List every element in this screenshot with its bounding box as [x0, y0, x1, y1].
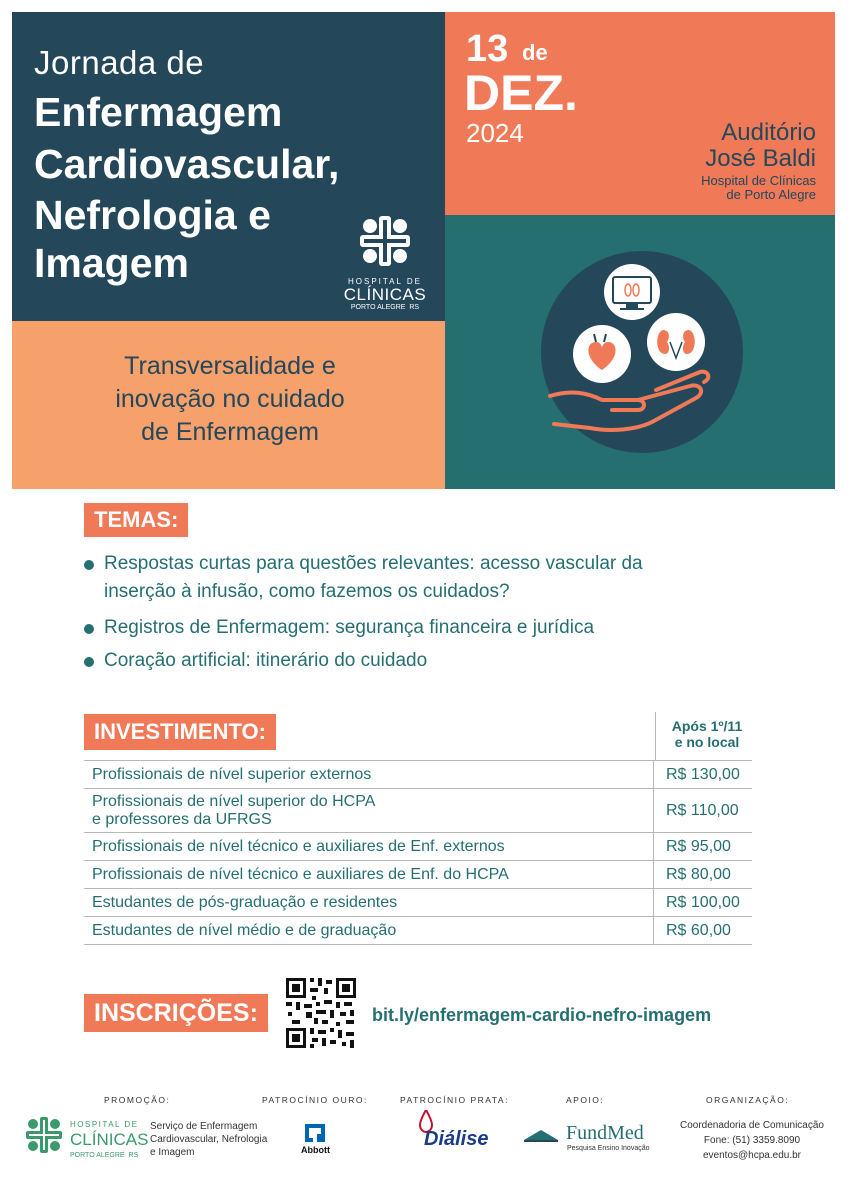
abbott-name: Abbott	[301, 1145, 330, 1155]
footer-logo-clinicas: CLÍNICAS	[70, 1130, 149, 1149]
price-cell: R$ 130,00	[654, 761, 753, 789]
price-header-line-1: Após 1º/11	[671, 718, 743, 734]
footer-hospital-logo	[70, 1118, 148, 1162]
subtitle-line-2: inovação no cuidado	[115, 385, 345, 413]
registration-link[interactable]: bit.ly/enfermagem-cardio-nefro-imagem	[372, 1005, 712, 1025]
category-cell	[84, 789, 654, 833]
organizacao-label: ORGANIZAÇÃO:	[706, 1095, 790, 1105]
promoting-service	[150, 1120, 267, 1159]
event-month: DEZ.	[464, 65, 578, 121]
logo-rs: RS	[409, 304, 420, 311]
organizer-contact	[668, 1118, 836, 1163]
price-column-header	[662, 718, 752, 750]
organizer-phone: Fone: (51) 3359.8090	[703, 1135, 801, 1146]
table-bottom-rule	[84, 944, 752, 945]
venue-detail	[701, 174, 816, 202]
title-line-3: Cardiovascular,	[34, 141, 340, 187]
category-cell: Profissionais de nível superior externos	[84, 761, 654, 789]
subtitle-line-1: Transversalidade e	[124, 352, 336, 380]
footer-logo-porto-alegre: PORTO ALEGRE	[70, 1152, 125, 1159]
bullet-dot-icon	[84, 657, 94, 667]
table-row	[84, 789, 752, 833]
tema-1-line-1: Respostas curtas para questões relevantes: acesso vascular da	[104, 553, 643, 574]
price-cell: R$ 80,00	[654, 861, 753, 889]
category-cell: Estudantes de nível médio e de graduação	[84, 917, 654, 945]
bullet-dot-icon	[84, 624, 94, 634]
category-line-2: e professores da UFRGS	[92, 810, 272, 828]
price-cell: R$ 100,00	[654, 889, 753, 917]
category-cell: Estudantes de pós-graduação e residentes	[84, 889, 654, 917]
price-cell: R$ 60,00	[654, 917, 753, 945]
service-line-3: e Imagem	[150, 1147, 195, 1158]
bullet-dot-icon	[84, 560, 94, 570]
fundmed-tagline: Pesquisa Ensino Inovação	[567, 1145, 650, 1152]
abbott-logo-icon	[303, 1120, 329, 1144]
service-line-2: Cardiovascular, Nefrologia	[150, 1134, 268, 1145]
heart-icon	[573, 325, 631, 383]
venue-detail-2: de Porto Alegre	[726, 187, 816, 202]
tema-item-1	[84, 550, 734, 606]
footer-logo-hospital-de: HOSPITAL DE	[70, 1120, 139, 1129]
event-year: 2024	[466, 118, 524, 148]
category-cell: Profissionais de nível técnico e auxiliares de Enf. externos	[84, 833, 654, 861]
category-line-1: Profissionais de nível superior do HCPA	[92, 792, 376, 810]
fundmed-name: FundMed	[566, 1122, 644, 1144]
kidneys-icon	[647, 313, 705, 371]
logo-clinicas: CLÍNICAS	[343, 285, 427, 304]
title-line-2: Enfermagem	[34, 89, 283, 135]
qr-code-icon[interactable]	[284, 976, 358, 1050]
tema-item-2	[84, 614, 734, 642]
table-row	[84, 833, 752, 861]
inscricoes-label: INSCRIÇÕES:	[84, 994, 268, 1032]
table-row	[84, 917, 752, 945]
tema-1-line-2: inserção à infusão, como fazemos os cuidados?	[104, 581, 510, 602]
dialise-name: Diálise	[424, 1128, 489, 1150]
hospital-logo	[340, 212, 430, 312]
venue-detail-1: Hospital de Clínicas	[701, 173, 816, 188]
event-subtitle	[60, 350, 400, 449]
title-line-5: Imagem	[34, 240, 189, 286]
event-day: 13	[466, 28, 509, 70]
tema-item-3	[84, 647, 734, 675]
tema-3-line-1: Coração artificial: itinerário do cuidado	[104, 650, 428, 671]
service-line-1: Serviço de Enfermagem	[150, 1121, 258, 1132]
venue-line-1: Auditório	[721, 119, 816, 146]
price-cell: R$ 110,00	[654, 789, 753, 833]
logo-porto-alegre: PORTO ALEGRE	[350, 304, 406, 311]
header-divider	[655, 712, 656, 760]
temas-label: TEMAS:	[84, 503, 188, 537]
price-cell: R$ 95,00	[654, 833, 753, 861]
fundmed-logo-icon	[524, 1128, 558, 1142]
event-day-suffix: de	[522, 40, 548, 65]
patrocinio-ouro-label: PATROCÍNIO OURO:	[262, 1095, 368, 1105]
subtitle-line-3: de Enfermagem	[141, 418, 319, 446]
venue-name	[705, 120, 816, 172]
venue-line-2: José Baldi	[705, 145, 816, 172]
promocao-label: PROMOÇÃO:	[104, 1095, 171, 1105]
title-prefix: Jornada de	[34, 44, 205, 81]
price-header-line-2: e no local	[674, 734, 740, 750]
organizer-email[interactable]: eventos@hcpa.edu.br	[703, 1150, 801, 1161]
table-row	[84, 861, 752, 889]
organizer-name: Coordenadoria de Comunicação	[680, 1120, 824, 1131]
monitor-icon	[604, 264, 660, 320]
footer-logo-rs: RS	[128, 1152, 139, 1159]
tema-2-line-1: Registros de Enfermagem: segurança financeira e jurídica	[104, 617, 595, 638]
price-table	[84, 760, 752, 945]
hospital-cross-icon	[22, 1115, 66, 1155]
table-row	[84, 761, 752, 789]
category-cell: Profissionais de nível técnico e auxiliares de Enf. do HCPA	[84, 861, 654, 889]
investimento-label: INVESTIMENTO:	[84, 714, 276, 750]
table-row	[84, 889, 752, 917]
title-line-4: Nefrologia e	[34, 192, 271, 238]
care-illustration	[540, 250, 744, 454]
logo-hospital-de: HOSPITAL DE	[347, 277, 422, 286]
apoio-label: APOIO:	[566, 1095, 605, 1105]
patrocinio-prata-label: PATROCÍNIO PRATA:	[400, 1095, 509, 1105]
hospital-cross-icon	[340, 212, 430, 270]
